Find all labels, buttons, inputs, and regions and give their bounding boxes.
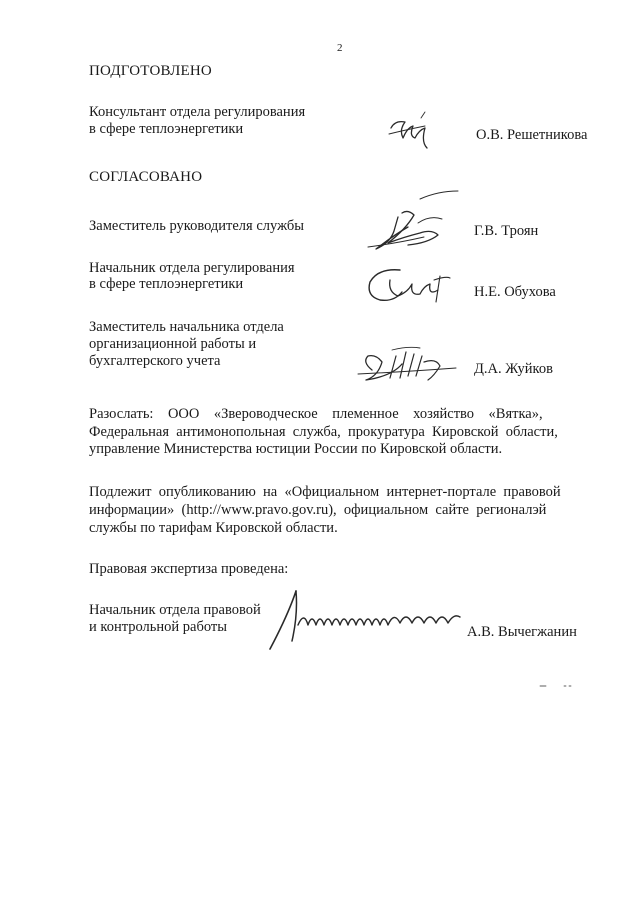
prepared-position-line1: Консультант отдела регулирования xyxy=(89,104,306,120)
publication-line2: информации» (http://www.pravo.gov.ru), официальном сайте регионалэй xyxy=(89,502,547,518)
signer-3-position-line2: организационной работы и xyxy=(89,336,257,352)
publication-line3: службы по тарифам Кировской области. xyxy=(89,520,338,536)
distribution-line1: Разослать: ООО «Звероводческое племенное хозяйство «Вятка», xyxy=(89,406,543,422)
distribution-line3: управление Министерства юстиции России по Кировской области. xyxy=(89,441,503,457)
legal-review-statement: Правовая экспертиза проведена: xyxy=(89,561,289,577)
signer-2-position-line2: в сфере теплоэнергетики xyxy=(89,276,244,292)
legal-review-signature-icon xyxy=(262,585,467,655)
legal-review-name: А.В. Вычегжанин xyxy=(467,624,577,640)
prepared-position-line2: в сфере теплоэнергетики xyxy=(89,121,244,137)
publication-line1: Подлежит опубликованию на «Официальном интернет-портале правовой xyxy=(89,484,561,500)
prepared-heading: ПОДГОТОВЛЕНО xyxy=(89,63,212,79)
signer-3-name: Д.А. Жуйков xyxy=(474,361,553,377)
scan-mark-icon xyxy=(538,682,578,692)
prepared-name: О.В. Решетникова xyxy=(476,127,588,143)
page-number: 2 xyxy=(337,42,343,54)
signer-1-position-line1: Заместитель руководителя службы xyxy=(89,218,305,234)
prepared-signature-icon xyxy=(385,108,445,153)
legal-review-position-line1: Начальник отдела правовой xyxy=(89,602,261,618)
legal-review-position-line2: и контрольной работы xyxy=(89,619,227,635)
signer-2-position-line1: Начальник отдела регулирования xyxy=(89,260,295,276)
signer-2-name: Н.Е. Обухова xyxy=(474,284,556,300)
signer-3-position-line3: бухгалтерского учета xyxy=(89,353,221,369)
signer-1-name: Г.В. Троян xyxy=(474,223,539,239)
signer-3-position-line1: Заместитель начальника отдела xyxy=(89,319,284,335)
agreed-heading: СОГЛАСОВАНО xyxy=(89,169,203,185)
distribution-line2: Федеральная антимонопольная служба, прокуратура Кировской области, xyxy=(89,424,558,440)
signer-3-signature-icon xyxy=(352,342,467,390)
signer-2-signature-icon xyxy=(360,262,455,310)
signer-1-signature-icon xyxy=(358,185,473,260)
